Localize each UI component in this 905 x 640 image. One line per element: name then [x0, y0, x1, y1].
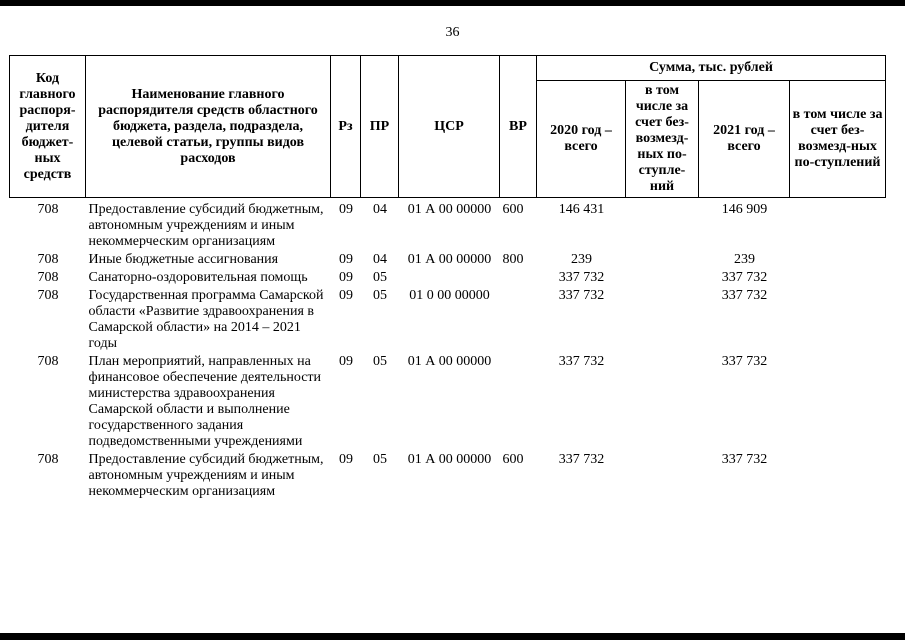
- cell-pr: 04: [373, 202, 387, 217]
- header-pr: ПР: [361, 56, 399, 198]
- cell-2020-total: 146 431: [558, 202, 605, 217]
- cell-code: 708: [37, 202, 59, 217]
- cell-2021-grants: [790, 451, 886, 501]
- table-row: [10, 251, 886, 269]
- scan-border-bottom: [0, 633, 905, 640]
- cell-name: План мероприятий, направленных на финансовое обеспечение деятельности министерства здравоохранения Самарской области и выполнение государственного задания подведомственными учреждениями: [88, 354, 322, 449]
- header-code: Код главного распоря-дителя бюджет-ных средств: [10, 56, 86, 198]
- scan-border-top: [0, 0, 905, 6]
- cell-2021-total: 337 732: [721, 354, 768, 369]
- cell-rz: 09: [339, 252, 353, 267]
- cell-code: 708: [37, 288, 59, 303]
- cell-vr: [500, 269, 537, 287]
- cell-2020-grants: [626, 269, 699, 287]
- cell-pr: 05: [373, 354, 387, 369]
- header-rz: Рз: [331, 56, 361, 198]
- table-row: [10, 353, 886, 451]
- cell-pr: 05: [373, 270, 387, 285]
- cell-csr: 01 А 00 00000: [407, 452, 492, 467]
- cell-csr: 01 А 00 00000: [407, 252, 492, 267]
- cell-vr: [500, 287, 537, 353]
- cell-rz: 09: [339, 202, 353, 217]
- cell-name: Предоставление субсидий бюджетным, автономным учреждениям и иным некоммерческим организациям: [88, 452, 324, 499]
- cell-2020-total: 337 732: [558, 288, 605, 303]
- table-body: [10, 198, 886, 502]
- cell-name: Государственная программа Самарской области «Развитие здравоохранения в Самарской области» на 2014 – 2021 годы: [88, 288, 324, 351]
- page-number: 36: [445, 25, 460, 40]
- cell-2021-total: 337 732: [721, 288, 768, 303]
- cell-csr: [399, 269, 500, 287]
- cell-code: 708: [37, 270, 59, 285]
- cell-2021-total: 146 909: [721, 202, 768, 217]
- cell-2021-total: 239: [734, 252, 755, 267]
- cell-code: 708: [37, 452, 59, 467]
- cell-code: 708: [37, 252, 59, 267]
- cell-vr: 600: [502, 452, 524, 467]
- table-row: [10, 269, 886, 287]
- cell-2020-grants: [626, 451, 699, 501]
- header-vr: ВР: [500, 56, 537, 198]
- cell-rz: 09: [339, 354, 353, 369]
- cell-2021-grants: [790, 287, 886, 353]
- cell-pr: 04: [373, 252, 387, 267]
- cell-vr: 600: [502, 202, 524, 217]
- table-row: [10, 287, 886, 353]
- cell-name: Иные бюджетные ассигнования: [88, 252, 279, 267]
- cell-2020-grants: [626, 251, 699, 269]
- cell-pr: 05: [373, 452, 387, 467]
- cell-2020-total: 337 732: [558, 354, 605, 369]
- cell-2021-total: 337 732: [721, 270, 768, 285]
- cell-2020-grants: [626, 353, 699, 451]
- cell-rz: 09: [339, 452, 353, 467]
- cell-2021-grants: [790, 198, 886, 252]
- cell-vr: 800: [502, 252, 524, 267]
- cell-2021-grants: [790, 251, 886, 269]
- cell-csr: 01 А 00 00000: [407, 202, 492, 217]
- cell-2020-total: 337 732: [558, 452, 605, 467]
- cell-csr: 01 А 00 00000: [407, 354, 492, 369]
- cell-csr: 01 0 00 00000: [409, 288, 490, 303]
- cell-2020-grants: [626, 287, 699, 353]
- table-row: [10, 451, 886, 501]
- header-sum-group: Сумма, тыс. рублей: [537, 56, 886, 81]
- header-2020-total: 2020 год – всего: [537, 81, 626, 198]
- cell-2020-grants: [626, 198, 699, 252]
- header-2021-grants: в том числе за счет без-возмезд-ных по-ступлений: [790, 81, 886, 198]
- table-row: [10, 198, 886, 252]
- header-2020-grants: в том числе за счет без-возмезд-ных по-ступле-ний: [626, 81, 699, 198]
- budget-table: [9, 55, 886, 501]
- cell-vr: [500, 353, 537, 451]
- cell-2021-grants: [790, 353, 886, 451]
- cell-2021-grants: [790, 269, 886, 287]
- cell-rz: 09: [339, 288, 353, 303]
- header-csr: ЦСР: [399, 56, 500, 198]
- cell-name: Санаторно-оздоровительная помощь: [88, 270, 308, 285]
- table-header: [10, 56, 886, 198]
- cell-code: 708: [37, 354, 59, 369]
- cell-2020-total: 239: [571, 252, 592, 267]
- cell-name: Предоставление субсидий бюджетным, автономным учреждениям и иным некоммерческим организациям: [88, 202, 324, 249]
- cell-rz: 09: [339, 270, 353, 285]
- cell-pr: 05: [373, 288, 387, 303]
- header-name: Наименование главного распорядителя средств областного бюджета, раздела, подраздела, целевой статьи, группы видов расходов: [86, 56, 331, 198]
- cell-2021-total: 337 732: [721, 452, 768, 467]
- cell-2020-total: 337 732: [558, 270, 605, 285]
- header-2021-total: 2021 год – всего: [699, 81, 790, 198]
